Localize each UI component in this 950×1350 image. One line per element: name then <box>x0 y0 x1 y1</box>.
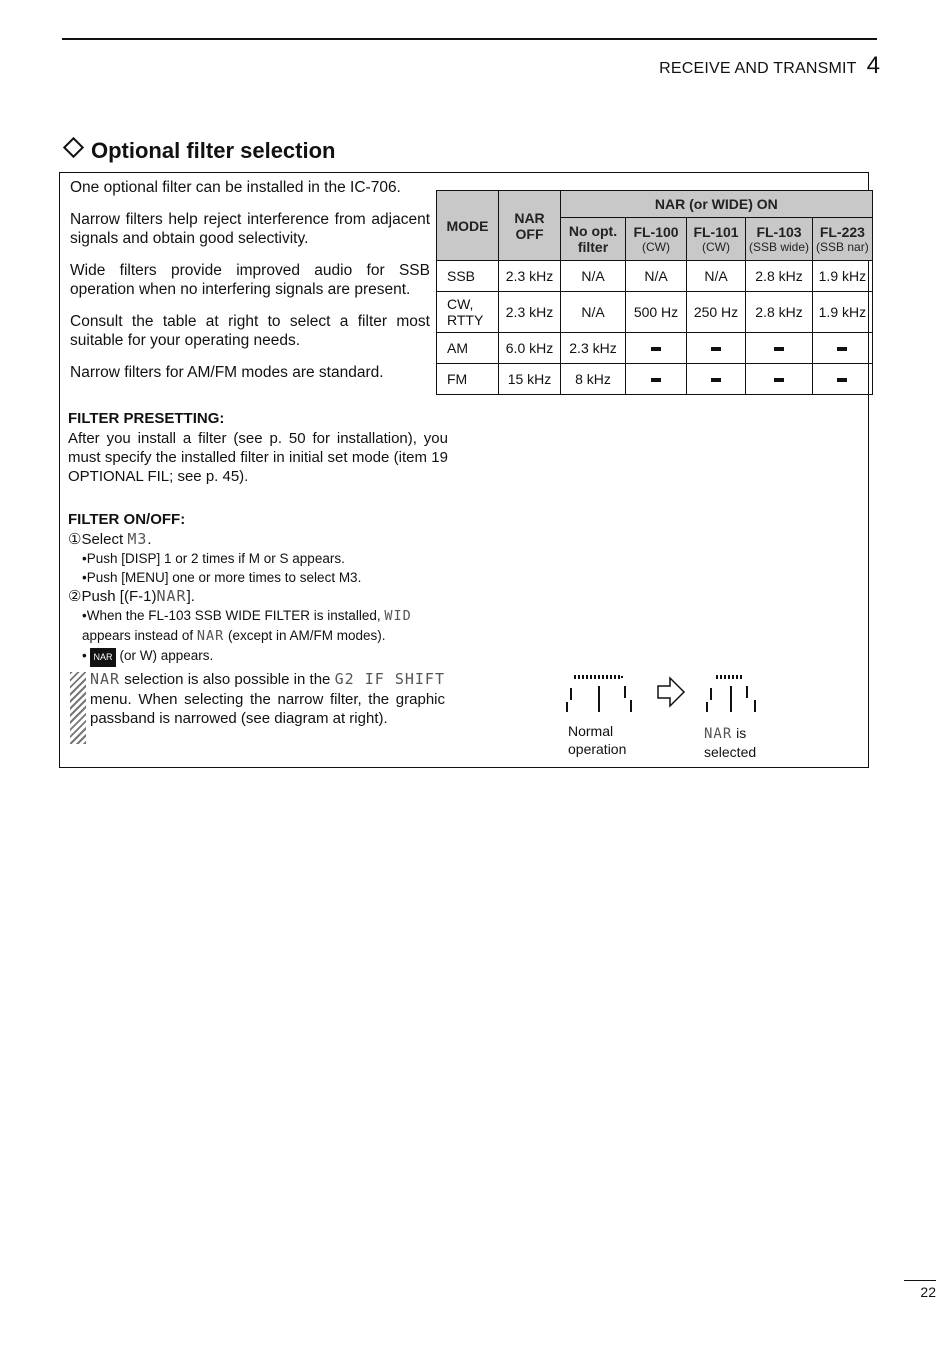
intro-paragraph: One optional filter can be installed in the IC-706. <box>70 179 401 196</box>
nar-badge: NAR <box>90 648 115 667</box>
passband-diagram <box>560 672 860 760</box>
dash-cell <box>813 333 873 364</box>
header-nar-on: NAR (or WIDE) ON <box>561 191 873 218</box>
dash-cell <box>813 364 873 395</box>
intro-paragraph: Consult the table at right to select a filter most suitable for your operating needs. <box>70 313 430 349</box>
onoff-heading: FILTER ON/OFF: <box>68 511 186 528</box>
col-header: FL-103 (SSB wide) <box>746 218 813 261</box>
section-title <box>62 138 335 164</box>
col-header: No opt. filter <box>561 218 626 261</box>
note <box>70 670 445 729</box>
page-header <box>659 52 880 80</box>
step-2: ②Push [(F-1)NAR]. <box>68 587 195 605</box>
step-1-bullet: •Push [MENU] one or more times to select M3. <box>82 570 362 585</box>
top-rule <box>62 38 877 40</box>
section-name: RECEIVE AND TRANSMIT <box>659 60 857 77</box>
dash-cell <box>746 364 813 395</box>
intro-paragraph: Narrow filters for AM/FM modes are standard. <box>70 364 384 381</box>
dash-cell <box>746 333 813 364</box>
diamond-icon <box>63 137 84 158</box>
table-row: AM 6.0 kHz 2.3 kHz <box>437 333 873 364</box>
table-row: SSB 2.3 kHz N/A N/A N/A 2.8 kHz 1.9 kHz <box>437 261 873 292</box>
col-header: FL-100 (CW) <box>626 218 687 261</box>
col-header: FL-101 (CW) <box>687 218 746 261</box>
presetting-heading: FILTER PRESETTING: <box>68 410 225 427</box>
normal-passband-icon <box>566 676 632 712</box>
col-header: FL-223 (SSB nar) <box>813 218 873 261</box>
title-text: Optional filter selection <box>91 138 336 163</box>
step-2-bullet: •When the FL-103 SSB WIDE FILTER is installed, WID appears instead of NAR (except in AM/FM modes). <box>82 608 412 644</box>
arrow-right-icon <box>658 678 684 706</box>
dash-cell <box>626 364 687 395</box>
note-hatch-icon <box>70 672 86 744</box>
narrow-passband-icon <box>706 676 756 712</box>
header-mode: MODE <box>437 191 499 261</box>
step-1-bullet: •Push [DISP] 1 or 2 times if M or S appears. <box>82 551 345 566</box>
filter-onoff <box>68 510 448 667</box>
dash-cell <box>687 333 746 364</box>
page-number-rule <box>904 1280 936 1281</box>
caption-nar: NAR is selected <box>704 725 757 760</box>
dash-cell <box>687 364 746 395</box>
intro-paragraph: Wide filters provide improved audio for SSB operation when no interfering signals are present. <box>70 262 430 298</box>
caption-normal: Normal operation <box>568 723 627 757</box>
table-row: FM 15 kHz 8 kHz <box>437 364 873 395</box>
intro-paragraph: Narrow filters help reject interference from adjacent signals and obtain good selectivity. <box>70 211 430 247</box>
table-row: CW, RTTY 2.3 kHz N/A 500 Hz 250 Hz 2.8 kHz 1.9 kHz <box>437 292 873 333</box>
step-2-bullet: • NAR (or W) appears. <box>82 646 448 667</box>
passband-graphic <box>560 672 860 722</box>
presetting-text: After you install a filter (see p. 50 for installation), you must specify the installed filter in initial set mode (item 19 OPTIONAL FIL; see p. 45). <box>68 430 448 485</box>
filter-table <box>436 190 873 395</box>
note-text: NAR selection is also possible in the G2 IF SHIFT menu. When selecting the narrow filter, the graphic passband is narrowed (see diagram at right). <box>90 670 445 727</box>
page-number: 22 <box>920 1284 936 1300</box>
intro-text <box>70 178 430 395</box>
dash-cell <box>626 333 687 364</box>
chapter-number: 4 <box>866 52 880 79</box>
filter-presetting <box>68 409 448 486</box>
step-1: ①Select M3. <box>68 530 152 548</box>
header-nar-off: NAR OFF <box>499 191 561 261</box>
